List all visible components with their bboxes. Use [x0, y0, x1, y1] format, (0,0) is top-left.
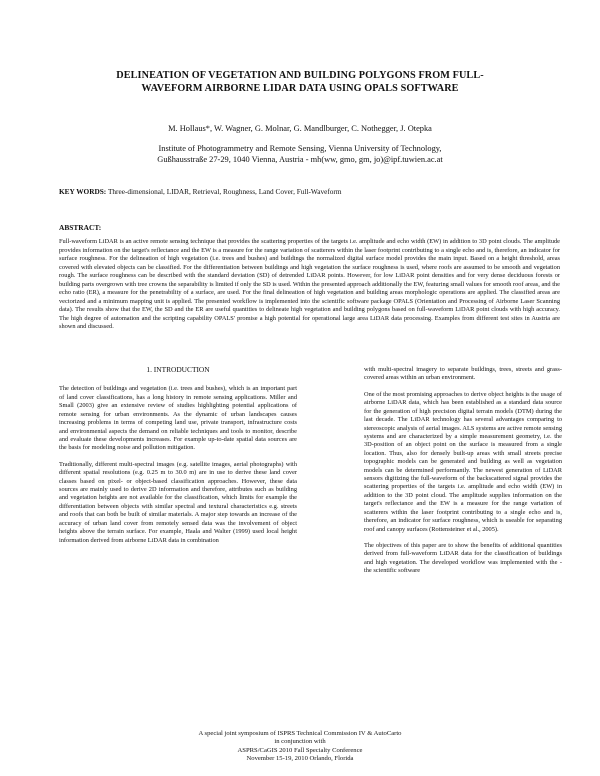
keywords-label: KEY WORDS: [59, 187, 107, 196]
abstract-text: Full-waveform LiDAR is an active remote sensing technique that provides the scattering properties of the targets i.e. amplitude and echo width (EW) in addition to 3D point clouds. The amplitude provides information on the target's reflectance and the EW is a measure for the range variation of scatterers within the laser footprint contributing to a single echo and is, therefore, an indicator for surface roughness. For the delineation of high vegetation (i.e. trees and bushes) and buildings the normalized digital surface model provides the main input. Based on a height threshold, areas covered with elevated objects can be classified. For the differentiation between buildings and high vegetation the surface roughness is used, where roofs are assumed to be smooth and vegetation rough. The surface roughness can be described with the standard deviation (SD) of detrended LiDAR points. However, for low LiDAR point densities and for very dense deciduous forests or building parts overgrown with tree crowns the separability is limited if only the SD is used. Within the presented approach additionally the EW, featuring small values for smooth roof areas, and the echo ratio (ER), a measure for the penetrability of a surface, are used. For the final delineation of high vegetation and building areas morphologic operations are applied. The classified areas are vectorized and a minimum mapping unit is applied. The presented workflow is implemented into the scientific software package OPALS (Orientation and Processing of Airborne Laser Scanning data). The results show that the EW, the SD and the ER are useful quantities to delineate high vegetation and building polygons based on full-waveform LiDAR point clouds with high accuracy. The high degree of automation and the scripting capability OPALS' promise a high potential for operational large area LiDAR data processing. Examples from different test sites in Austria are shown and discussed. [59, 238, 560, 330]
intro-paragraph: The objectives of this paper are to show the benefits of additional quantities derived from full-waveform LiDAR data for the classification of buildings and high vegetation. The developed workflow was implemented with the - the scientific software [364, 542, 562, 575]
affiliation-line-2: Gußhausstraße 27-29, 1040 Vienna, Austria - mh(ww, gmo, gm, jo)@ipf.tuwien.ac.at [157, 155, 443, 164]
title-line-2: WAVEFORM AIRBORNE LIDAR DATA USING OPALS SOFTWARE [141, 83, 459, 94]
title-line-1: DELINEATION OF VEGETATION AND BUILDING POLYGONS FROM FULL- [116, 70, 484, 81]
intro-paragraph: Traditionally, different multi-spectral images (e.g. satellite images, aerial photographs) with different spatial resolutions (e.g. 0.25 m to 30.0 m) are in use to derive these land cover classes based on pixel- or object-based classification approaches. However, these data sources are mainly used to derive 2D information and therefore, attributes such as building and vegetation heights are not available for the classification, which limits for example the differentiation between objects with similar spectral and textural characteristics e.g. streets and roofs that can both be built of similar materials. A major step towards an increase of the accuracy of urban land cover from remotely sensed data was the involvement of object heights above the terrain surface. For example, Haala and Walter (1999) used local height information derived from airborne LiDAR data in combination [59, 460, 297, 544]
keywords [59, 187, 559, 197]
intro-paragraph: One of the most promising approaches to derive object heights is the usage of airborne LiDAR data, which has been established as a standard data source for the generation of high precision digital terrain models (DTM) during the last decade. The LiDAR technology has several advantages comparing to stereoscopic analysis of aerial images. ALS systems are active remote sensing systems and are characterized by a simple measurement geometry, i.e. the 3D-position of an object point on the surface is measured from a single location. Thus, also for densely built-up areas with small streets precise topographic models can be generated and building as well as vegetation models can be determined performantly. The newest generation of LiDAR sensors digitizing the full-waveform of the backscattered signal provides the scattering properties of the targets i.e. amplitude and echo width (EW) in addition to the 3D point cloud. The amplitude supplies information on the target's reflectance and the EW is a measure for the range variation of scatterers within the laser footprint contributing to a single echo and is, therefore, an indicator for surface roughness, which is useable for separating roof and canopy surfaces (Rottensteiner et al., 2005). [364, 390, 562, 533]
author-list: M. Hollaus*, W. Wagner, G. Molnar, G. Mandlburger, C. Nothegger, J. Otepka [168, 124, 432, 133]
affiliation-line-1: Institute of Photogrammetry and Remote Sensing, Vienna University of Technology, [158, 144, 442, 153]
abstract-heading: ABSTRACT: [59, 223, 102, 232]
intro-paragraph: with multi-spectral imagery to separate buildings, trees, streets and grass-covered areas within an urban environment. [364, 366, 562, 382]
section-heading-introduction: 1. INTRODUCTION [146, 365, 210, 374]
footer-line-1: A special joint symposium of ISPRS Technical Commission IV & AutoCarto [198, 730, 402, 737]
paper-title [60, 69, 540, 95]
affiliation [60, 143, 540, 165]
footer-line-3: ASPRS/CaGIS 2010 Fall Specialty Conference [237, 746, 363, 754]
conference-footer [100, 730, 500, 764]
footer-line-4: November 15-19, 2010 Orlando, Florida [246, 755, 354, 763]
right-column [364, 366, 562, 584]
left-column [59, 366, 297, 553]
intro-paragraph: The detection of buildings and vegetation (i.e. trees and bushes), which is an important part of land cover classifications, has a long history in remote sensing applications. Miller and Small (2003) give an extensive review of studies highlighting potential applications of remote sensing for urban environments. As the dynamic of urban landscapes causes increasing problems in terms of competing land use, private transport, infrastructure costs and environmental aspects the demand on reliable techniques and tools to monitor, describe and evaluate these developments increases. For example up-to-date spatial data sources are the basis for modeling noise and pollution mitigation. [59, 385, 297, 452]
footer-line-2: in conjunction with [274, 738, 326, 746]
keywords-text: Three-dimensional, LIDAR, Retrieval, Roughness, Land Cover, Full-Waveform [107, 187, 342, 196]
